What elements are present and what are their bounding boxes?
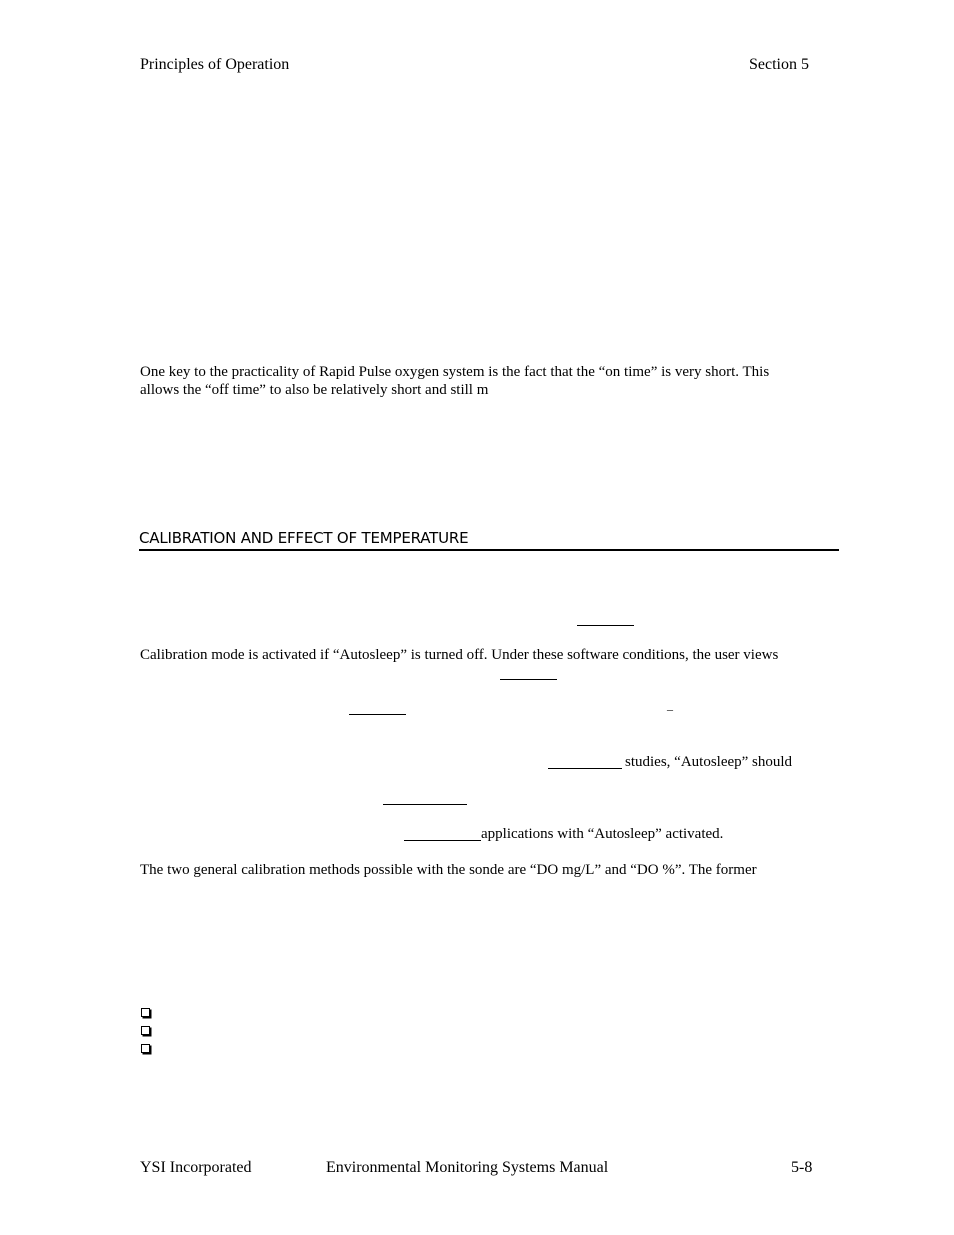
header-left-title: Principles of Operation bbox=[140, 56, 290, 73]
checkbox-bullet-icon bbox=[141, 1008, 150, 1017]
header-section-label: Section 5 bbox=[749, 56, 809, 73]
rapid-pulse-paragraph-line-1: One key to the practicality of Rapid Pulse oxygen system is the fact that the “on time” is very short. This bbox=[140, 364, 770, 380]
footer-manual-title: Environmental Monitoring Systems Manual bbox=[326, 1159, 609, 1176]
checkbox-bullet-icon bbox=[141, 1026, 150, 1035]
underline-fragment-5 bbox=[383, 804, 467, 805]
underline-fragment-1 bbox=[577, 625, 634, 626]
underline-fragment-2 bbox=[500, 679, 557, 680]
checkbox-bullet-icon bbox=[141, 1044, 150, 1053]
footer-company: YSI Incorporated bbox=[140, 1159, 252, 1176]
calibration-methods-paragraph: The two general calibration methods possible with the sonde are “DO mg/L” and “DO %”. The former bbox=[140, 862, 757, 878]
footer-page-number: 5-8 bbox=[791, 1159, 813, 1176]
underline-fragment-4 bbox=[548, 768, 622, 769]
section-heading-calibration: CALIBRATION AND EFFECT OF TEMPERATURE bbox=[139, 529, 839, 551]
underline-fragment-6 bbox=[404, 840, 481, 841]
underline-fragment-3 bbox=[349, 714, 406, 715]
applications-fragment-text: applications with “Autosleep” activated. bbox=[481, 826, 724, 842]
studies-fragment-text: studies, “Autosleep” should bbox=[625, 754, 793, 770]
small-dash-mark: _ bbox=[667, 698, 673, 712]
calibration-mode-paragraph: Calibration mode is activated if “Autosleep” is turned off. Under these software conditions, the user views bbox=[140, 647, 779, 663]
rapid-pulse-paragraph-line-2: allows the “off time” to also be relatively short and still m bbox=[140, 382, 489, 398]
